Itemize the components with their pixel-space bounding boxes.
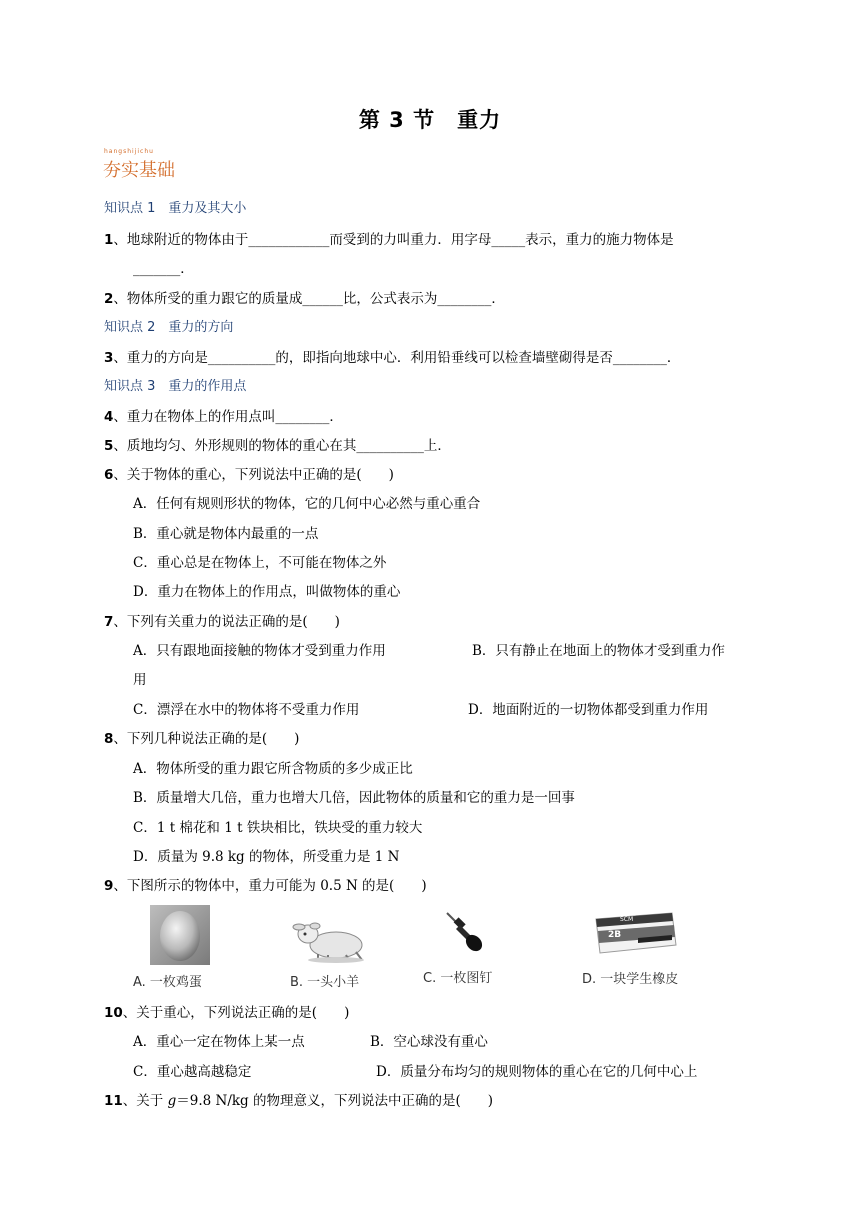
question-10-option-a: A．重心一定在物体上某一点 bbox=[133, 1034, 305, 1050]
question-text: 、重力的方向是__________的，即指向地球中心．利用铅垂线可以检查墙壁砌得是否________． bbox=[113, 350, 681, 366]
question-8-option-d: D．质量为 9.8 kg 的物体，所受重力是 1 N bbox=[133, 849, 400, 865]
knowledge-point-3: 知识点 3 重力的作用点 bbox=[104, 379, 247, 394]
question-6-option-b: B．重心就是物体内最重的一点 bbox=[133, 526, 319, 542]
question-8-option-c: C．1 t 棉花和 1 t 铁块相比，铁块受的重力较大 bbox=[133, 820, 423, 836]
question-7-option-c: C．漂浮在水中的物体将不受重力作用 bbox=[133, 702, 360, 718]
lamb-caption: B. 一头小羊 bbox=[290, 975, 360, 990]
question-text: 、关于物体的重心，下列说法中正确的是( ) bbox=[113, 467, 394, 483]
question-5 bbox=[104, 434, 451, 454]
question-number: 4 bbox=[104, 409, 114, 425]
question-1-line-1 bbox=[104, 228, 674, 248]
question-8-option-b: B．质量增大几倍，重力也增大几倍，因此物体的质量和它的重力是一回事 bbox=[133, 790, 575, 806]
pushpin-image bbox=[438, 905, 488, 955]
eraser-label: 2B bbox=[608, 930, 622, 940]
question-text: 、物体所受的重力跟它的质量成______比，公式表示为________． bbox=[113, 291, 505, 307]
question-6-option-c: C．重心总是在物体上，不可能在物体之外 bbox=[133, 555, 387, 571]
question-6 bbox=[104, 463, 394, 483]
pushpin-caption: C. 一枚图钉 bbox=[423, 971, 493, 986]
gravity-symbol: g bbox=[167, 1093, 177, 1109]
question-number: 10 bbox=[104, 1005, 123, 1021]
question-text: 、地球附近的物体由于____________而受到的力叫重力．用字母_____表示，重力的施力物体是 bbox=[113, 232, 674, 248]
question-number: 11 bbox=[104, 1093, 123, 1109]
question-2 bbox=[104, 287, 505, 307]
question-text: 、下列几种说法正确的是( ) bbox=[113, 731, 300, 747]
eraser-brand: SCM bbox=[620, 916, 634, 923]
knowledge-point-1: 知识点 1 重力及其大小 bbox=[104, 201, 247, 216]
question-10-option-b: B．空心球没有重心 bbox=[370, 1034, 488, 1050]
question-text: ＝9.8 N/kg 的物理意义，下列说法中正确的是( ) bbox=[176, 1093, 494, 1109]
egg-image bbox=[150, 905, 210, 965]
question-text: 、关于重心，下列说法正确的是( ) bbox=[122, 1005, 350, 1021]
section-pinyin: hangshijichu bbox=[104, 148, 154, 155]
question-10 bbox=[104, 1001, 349, 1021]
question-7-option-b-continued: 用 bbox=[133, 672, 147, 688]
question-number: 5 bbox=[104, 438, 114, 454]
question-6-option-d: D．重力在物体上的作用点，叫做物体的重心 bbox=[133, 584, 401, 600]
eraser-image bbox=[592, 909, 678, 957]
question-number: 2 bbox=[104, 291, 114, 307]
knowledge-point-2: 知识点 2 重力的方向 bbox=[104, 320, 234, 335]
question-number: 3 bbox=[104, 350, 114, 366]
question-number: 8 bbox=[104, 731, 114, 747]
question-number: 7 bbox=[104, 614, 114, 630]
question-number: 6 bbox=[104, 467, 114, 483]
question-number: 9 bbox=[104, 878, 114, 894]
eraser-caption: D. 一块学生橡皮 bbox=[582, 972, 679, 987]
question-text: 、质地均匀、外形规则的物体的重心在其__________上． bbox=[113, 438, 451, 454]
question-text: 、重力在物体上的作用点叫________． bbox=[113, 409, 343, 425]
question-4 bbox=[104, 405, 343, 425]
egg-caption: A. 一枚鸡蛋 bbox=[133, 975, 202, 990]
lamb-image bbox=[288, 910, 368, 965]
question-text: 、下图所示的物体中，重力可能为 0.5 N 的是( ) bbox=[113, 878, 427, 894]
question-6-option-a: A．任何有规则形状的物体，它的几何中心必然与重心重合 bbox=[133, 496, 481, 512]
question-7 bbox=[104, 610, 340, 630]
question-10-option-d: D．质量分布均匀的规则物体的重心在它的几何中心上 bbox=[376, 1064, 698, 1080]
question-8-option-a: A．物体所受的重力跟它所含物质的多少成正比 bbox=[133, 761, 413, 777]
question-text: 、下列有关重力的说法正确的是( ) bbox=[113, 614, 340, 630]
question-number: 1 bbox=[104, 232, 114, 248]
question-7-option-b: B．只有静止在地面上的物体才受到重力作 bbox=[472, 643, 725, 659]
question-1-line-2: _______． bbox=[133, 261, 194, 277]
question-11 bbox=[104, 1089, 493, 1109]
question-10-option-c: C．重心越高越稳定 bbox=[133, 1064, 252, 1080]
question-9 bbox=[104, 874, 427, 894]
section-title: 夯实基础 bbox=[103, 160, 175, 181]
question-3 bbox=[104, 346, 680, 366]
question-7-option-a: A．只有跟地面接触的物体才受到重力作用 bbox=[133, 643, 386, 659]
question-8 bbox=[104, 727, 299, 747]
question-7-option-d: D．地面附近的一切物体都受到重力作用 bbox=[468, 702, 709, 718]
page-title: 第 3 节 重力 bbox=[358, 108, 502, 132]
question-text: 、关于 bbox=[122, 1093, 168, 1109]
